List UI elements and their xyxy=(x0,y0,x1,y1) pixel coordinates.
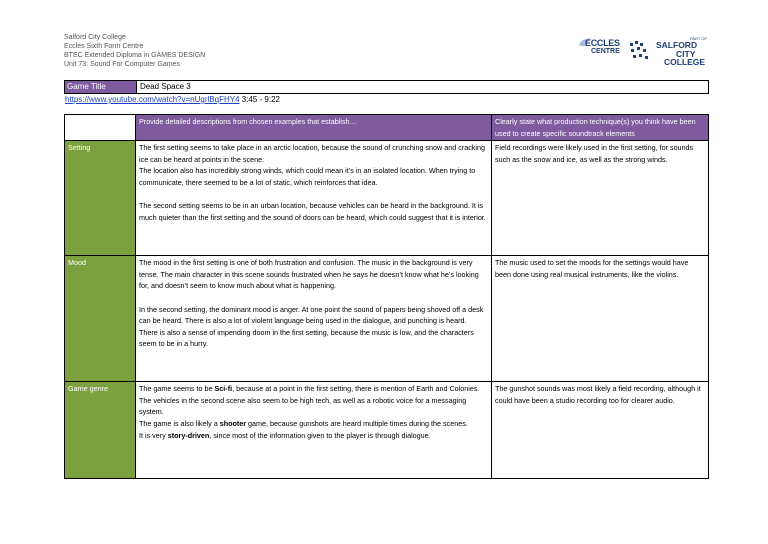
mood-description xyxy=(136,256,492,382)
salford-logo-text: SALFORD xyxy=(656,40,698,50)
genre-text-1b: , because at a point in the first setting, there is mention of Earth and Colonies. The vehicles in the second scene also seem to be high tech, as well as a robotic voice for a messaging system. xyxy=(139,384,480,417)
genre-text-1a: The game seems to be xyxy=(139,384,215,394)
city-logo-text: CITY xyxy=(676,49,696,59)
youtube-link[interactable]: https://www.youtube.com/watch?v=nUgrlBqFHY4 xyxy=(65,95,240,104)
part-of-text: PART OF xyxy=(690,36,707,41)
table-row-mood xyxy=(65,256,709,382)
genre-text-3b: , since most of the information given to the player is through dialogue. xyxy=(209,430,431,440)
genre-desc-para-3 xyxy=(139,430,488,442)
genre-shooter: shooter xyxy=(219,418,247,428)
techniques-column-header: Clearly state what production technique(s) you think have been used to create specific soundtrack elements xyxy=(492,115,709,141)
analysis-table xyxy=(64,114,709,479)
row-label-setting: Setting xyxy=(65,141,136,256)
game-title-bar xyxy=(64,80,709,94)
descriptions-column-header: Provide detailed descriptions from chosen examples that establish… xyxy=(136,115,492,141)
mood-desc-para-2: In the second setting, the dominant mood is anger. At one point the sound of papers being shoved off a desk can be heard. There is also a lot of violent language being used in the dialogue, and punching is heard. xyxy=(139,304,484,326)
eccles-logo-text: ECCLES xyxy=(585,38,620,48)
row-label-mood: Mood xyxy=(65,256,136,382)
genre-story-driven: story-driven xyxy=(167,430,210,440)
genre-description xyxy=(136,382,492,479)
genre-desc-para-2 xyxy=(139,418,488,430)
header-centre: Eccles Sixth Form Centre xyxy=(64,43,144,50)
mood-technique: The music used to set the moods for the settings would have been done using real musical instruments, like the violins. xyxy=(492,256,709,382)
video-reference xyxy=(65,94,280,105)
table-header-row xyxy=(65,115,709,141)
game-title-label: Game Title xyxy=(65,81,136,93)
salford-city-college-logo xyxy=(628,36,710,66)
college-logo-text: COLLEGE xyxy=(664,57,706,67)
mood-desc-para-1: The mood in the first setting is one of both frustration and confusion. The music in the background is very tense. The main character in this scene sounds frustrated when he says he doesn’t know what he’s looking for, and doesn’t seem to know much about what is happening. xyxy=(139,258,479,291)
title-divider xyxy=(136,81,137,93)
genre-sci-fi: Sci-fi xyxy=(214,384,233,394)
college-emblem-icon xyxy=(628,39,652,63)
mood-desc-para-3: There is also a sense of impending doom in the first setting, because the music is low, and the characters seem to be in a hurry. xyxy=(139,327,474,349)
empty-corner-cell xyxy=(65,115,136,141)
document-header xyxy=(64,33,205,69)
setting-desc-para-3: The second setting seems to be in an urban location, because vehicles can be heard in the background. It is much quieter than the first setting and the sound of doors can be heard, which could suggest that it is interior. xyxy=(139,201,486,222)
eccles-centre-logo xyxy=(578,36,622,64)
table-row-game-genre xyxy=(65,382,709,479)
row-label-game-genre: Game genre xyxy=(65,382,136,479)
header-course: BTEC Extended Diploma in GAMES DESIGN xyxy=(64,52,206,59)
header-unit: Unit 73: Sound For Computer Games xyxy=(64,61,180,68)
table-row-setting xyxy=(65,141,709,256)
video-timestamp: 3:45 - 9:22 xyxy=(239,95,281,104)
setting-description xyxy=(136,141,492,256)
genre-technique: The gunshot sounds was most likely a field recording, although it could have been a studio recording too for clearer audio. xyxy=(492,382,709,479)
centre-logo-text: CENTRE xyxy=(591,48,620,55)
setting-desc-para-2: The location also has incredibly strong winds, which could mean it’s in an isolated location. When trying to communicate, there seemed to be a lot of static, which reinforces that idea. xyxy=(139,166,476,187)
logos xyxy=(578,36,710,66)
setting-technique: Field recordings were likely used in the first setting, for sounds such as the snow and ice, as well as the strong winds. xyxy=(492,141,709,256)
genre-text-2b: game, because gunshots are heard multiple times during the scenes. xyxy=(246,418,468,428)
game-title-value: Dead Space 3 xyxy=(140,82,191,91)
genre-text-3a: It is very xyxy=(139,430,168,440)
genre-text-2a: The game is also likely a xyxy=(139,418,220,428)
genre-desc-para-1 xyxy=(139,383,488,418)
header-college: Salford City College xyxy=(64,34,126,41)
setting-desc-para-1: The first setting seems to take place in an arctic location, because the sound of crunching snow and cracking ice can be heard at points in the scene. xyxy=(139,143,485,164)
